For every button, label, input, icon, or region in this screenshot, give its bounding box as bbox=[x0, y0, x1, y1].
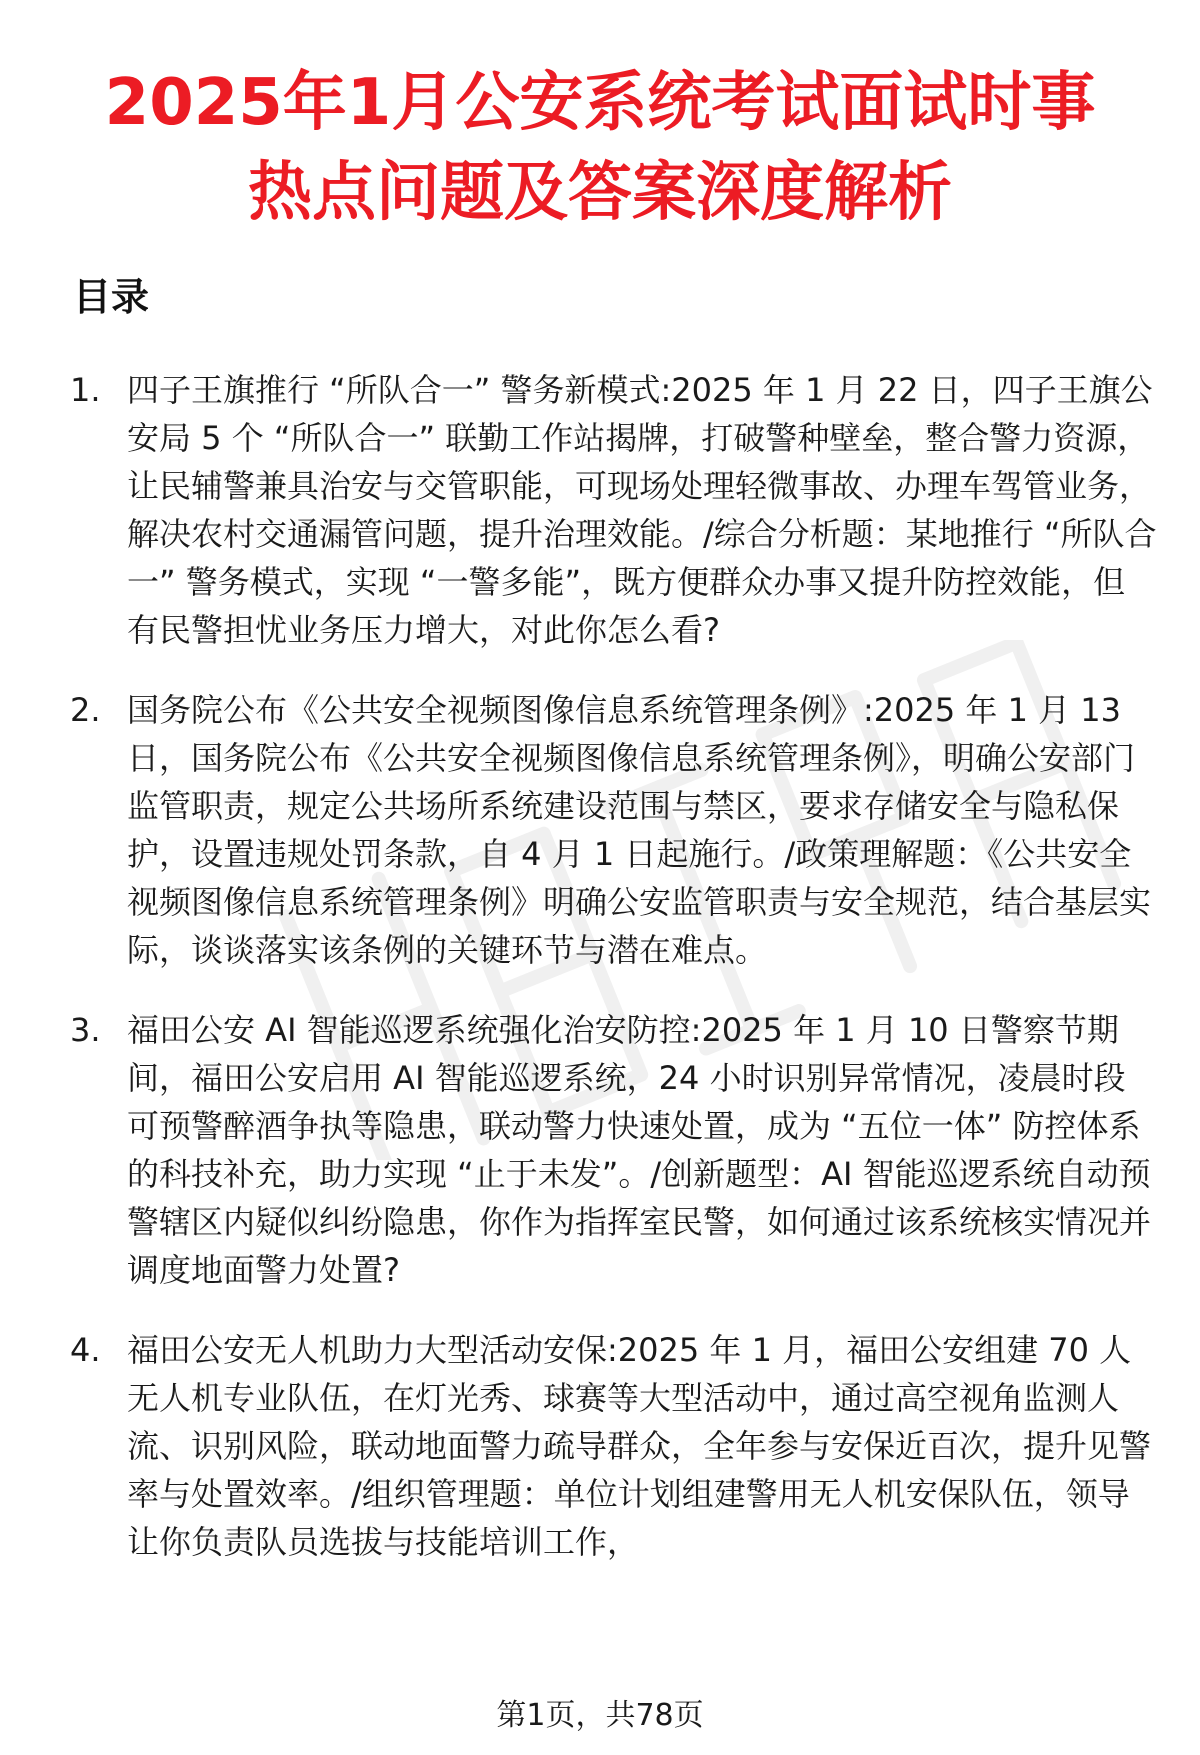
item-number: 4. bbox=[70, 1331, 101, 1369]
title-line-2: 热点问题及答案深度解析 bbox=[248, 156, 952, 230]
item-text: 四子王旗推行 “所队合一” 警务新模式:2025 年 1 月 22 日，四子王旗公安局 5 个 “所队合一” 联勤工作站揭牌，打破警种壁垒，整合警力资源，让民辅警兼具治安与交管职能，可现场处理轻微事故、办理车驾管业务，解决农村交通漏管问题，提升治理效能。/综合分析题：某地推行 “所队合一” 警务模式，实现 “一警多能”，既方便群众办事又提升防控效能，但有民警担忧业务压力增大，对此你怎么看? bbox=[127, 371, 1157, 649]
item-text: 福田公安无人机助力大型活动安保:2025 年 1 月，福田公安组建 70 人无人机专业队伍，在灯光秀、球赛等大型活动中，通过高空视角监测人流、识别风险，联动地面警力疏导群众，全年参与安保近百次，提升见警率与处置效率。/组织管理题：单位计划组建警用无人机安保队伍，领导让你负责队员选拔与技能培训工作， bbox=[127, 1331, 1152, 1561]
item-text: 福田公安 AI 智能巡逻系统强化治安防控:2025 年 1 月 10 日警察节期间，福田公安启用 AI 智能巡逻系统，24 小时识别异常情况，凌晨时段可预警醉酒争执等隐患，联动警力快速处置，成为 “五位一体” 防控体系的科技补充，助力实现 “止于未发”。/创新题型：AI 智能巡逻系统自动预警辖区内疑似纠纷隐患，你作为指挥室民警，如何通过该系统核实情况并调度地面警力处置? bbox=[127, 1011, 1152, 1289]
toc-list bbox=[0, 366, 1200, 1598]
item-number: 1. bbox=[70, 371, 101, 409]
toc-heading: 目录 bbox=[73, 275, 150, 319]
list-item bbox=[0, 366, 1200, 654]
document-title bbox=[60, 58, 1140, 238]
item-text: 国务院公布《公共安全视频图像信息系统管理条例》:2025 年 1 月 13 日，国务院公布《公共安全视频图像信息系统管理条例》，明确公安部门监管职责，规定公共场所系统建设范围与禁区，要求存储安全与隐私保护，设置违规处罚条款，自 4 月 1 日起施行。/政策理解题：《公共安全视频图像信息系统管理条例》明确公安监管职责与安全规范，结合基层实际，谈谈落实该条例的关键环节与潜在难点。 bbox=[127, 691, 1152, 969]
list-item bbox=[0, 1326, 1200, 1566]
title-line-1: 2025年1月公安系统考试面试时事 bbox=[104, 66, 1096, 140]
item-number: 3. bbox=[70, 1011, 101, 1049]
list-item bbox=[0, 1006, 1200, 1294]
item-number: 2. bbox=[70, 691, 101, 729]
page-footer: 第1页，共78页 bbox=[0, 1694, 1200, 1738]
list-item bbox=[0, 686, 1200, 974]
